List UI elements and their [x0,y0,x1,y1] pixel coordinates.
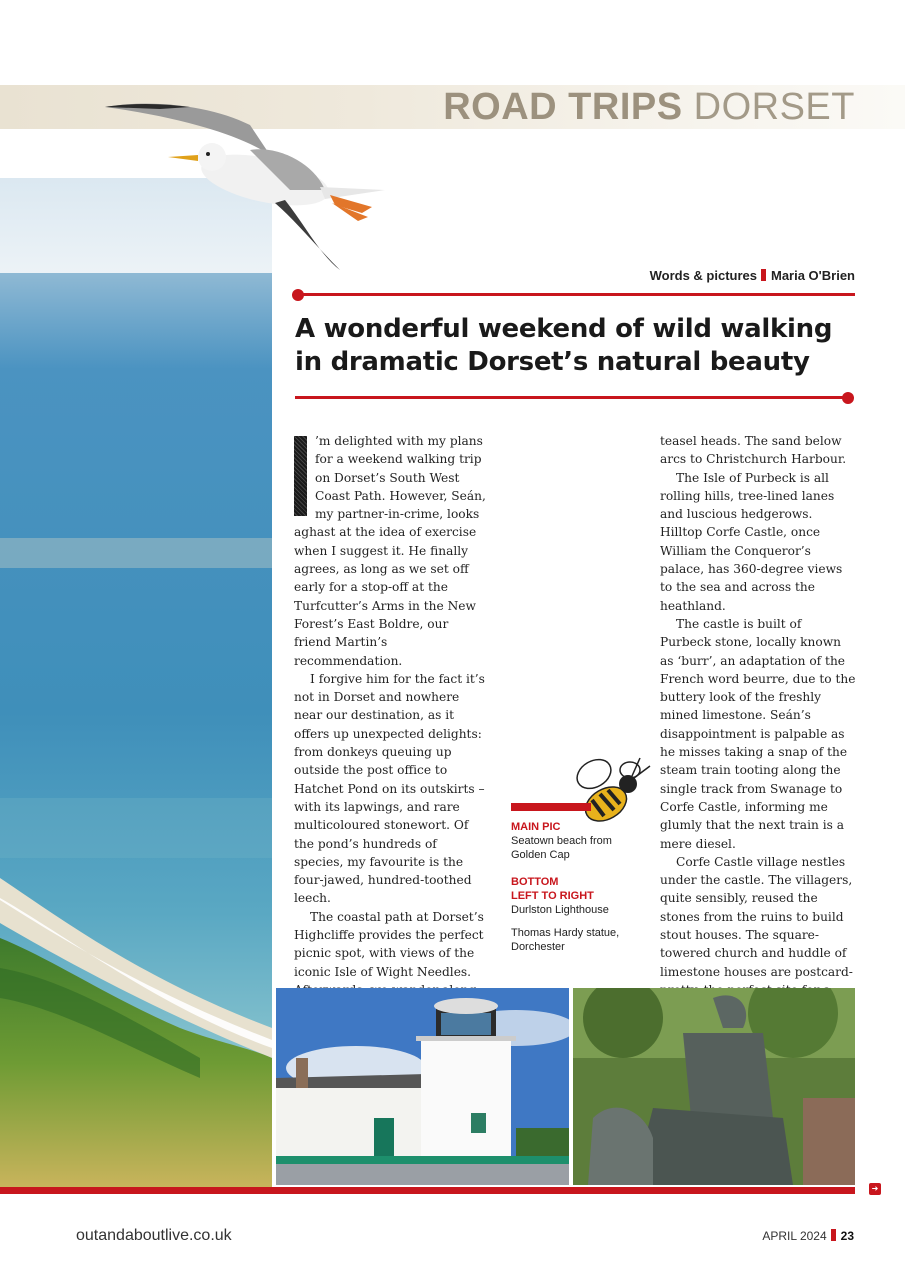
section-topic: DORSET [693,86,855,128]
seagull-image [100,95,395,275]
footer-website: outandaboutlive.co.uk [76,1227,232,1244]
footer-folio [762,1229,854,1243]
caption-text-lighthouse: Durlston Lighthouse [511,904,609,916]
headline-line-1: A wonderful weekend of wild walking [295,314,833,344]
bottom-rule [0,1187,855,1194]
paragraph: The coastal path at Dorset’s Highcliffe provides the perfect picnic spot, with views of the iconic Isle of Wight Needles. [294,909,484,979]
seascape-image [0,178,272,1188]
caption-text-main: Seatown beach from Golden Cap [511,835,612,861]
caption-label-direction: LEFT TO RIGHT [511,890,594,902]
paragraph: Corfe Castle village nestles under the castle. The villagers, quite sensibly, reused the stones from the ruins to build stout houses. The square-towered church and huddle of limestone houses are postcard- [660,854,853,979]
caption-bar [511,803,591,811]
statue-photo [573,988,855,1185]
headline-bottom-rule [295,396,847,399]
byline [520,268,855,283]
page-number: 23 [840,1229,854,1243]
bee-icon [572,752,657,830]
headline [295,313,855,379]
byline-author: Maria O'Brien [770,268,855,283]
statue-image [573,988,855,1185]
footer-separator [831,1229,836,1241]
caption-text-statue: Thomas Hardy statue, Dorchester [511,927,620,953]
footer-issue: APRIL 2024 [762,1229,827,1243]
main-photo [0,178,272,1188]
seagull-drawing [100,95,395,275]
lighthouse-image [276,988,569,1185]
rule-dot [842,392,854,404]
headline-top-rule [298,293,855,296]
caption-label-bottom: BOTTOM [511,876,559,888]
lighthouse-photo [276,988,569,1185]
paragraph: The castle is built of Purbeck stone, locally known as ‘burr’, an adaptation of the French word beurre, due to the buttery look of the freshly mined limestone. Seán’s disappointment is palpable as he misses taking a snap of the steam train tooting along the single track from Swanage to Corfe Castle, informing me glumly that the next train is a mere diesel. [660,616,856,851]
section-title [443,86,855,129]
captions [511,820,646,954]
byline-label: Words & pictures [649,268,757,283]
section-kicker: ROAD TRIPS [443,86,683,128]
paragraph: teasel heads. The sand below arcs to Christchurch Harbour. [660,434,847,467]
bee-drawing [572,752,657,830]
headline-line-2: in dramatic Dorset’s natural beauty [295,347,810,377]
paragraph: ’m delighted with my plans for a weekend walking trip on Dorset’s South West Coast Path. However, Seán, my partner-in-crime, looks aghast at the idea of exercise when I suggest it. He finally agrees, as long as we set off early for a stop-off at the Turfcutter’s Arms in the New Forest’s East Boldre, our friend Martin’s recommendation. [294,434,486,668]
paragraph: I forgive him for the fact it’s not in Dorset and nowhere near our destination, as it offers up unexpected delights: from donkeys queuing up outside the post office to Hatchet Pond on its outskirts – with its lapwings, and rare multicoloured stonewort. Of the pond’s hundreds of species, my favourite is the four-jawed, hundred-toothed leech. [294,671,485,906]
byline-separator [761,269,766,281]
continue-arrow-icon: ➜ [869,1183,881,1195]
drop-cap [294,436,307,516]
article-column-1 [294,432,487,1054]
article-column-2 [660,432,856,1072]
caption-label-main: MAIN PIC [511,821,561,833]
paragraph: The Isle of Purbeck is all rolling hills, tree-lined lanes and luscious hedgerows. Hilltop Corfe Castle, once William the Conqueror’s palace, has 360-degree views to the sea and across the heathland. [660,470,843,613]
